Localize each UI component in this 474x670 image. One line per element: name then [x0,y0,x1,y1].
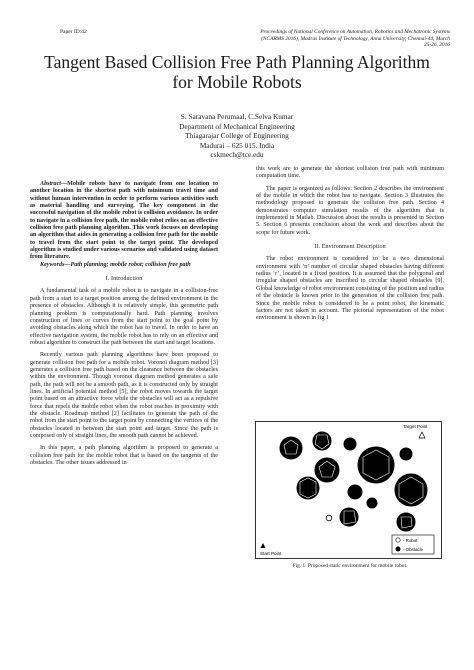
right-paragraph-2: The paper is organized as follows: Section 2 describes the environment of the mobile in which the robot has to navigate. Section 3 illustrates the methodology proposed to generate the collision free path. Section 4 demonstrates computer simulation results of the algorithm that is implemented in Matlab. Discussion about the results is presented in Section 5. Section 6 presents conclusion about the work and describes about the scope for future work. [256,185,444,236]
figure-environment [255,421,442,559]
robot-marker [326,515,332,521]
environment-diagram [256,422,441,558]
paper-id: Paper ID:42 [60,29,87,35]
environment-paragraph: The robot environment is considered to be a two dimensional environment with ‘n’ number of circular shaped obstacles having different radius ‘r’, located in a fixed position. It is assumed that the polygonal and irregular shaped obstacles are inscribed to circular shaped obstacles [9]. Global knowledge of robot environment consisting of the position and radius of the obstacle is known prior to the generation of the collision free path. Since the mobile robot is considered to be a point robot, the kinematic factors are not taken in account. The pictorial representation of the robot environment is shown in fig 1 [256,256,444,322]
section-heading-environment: II. Environment Description [314,244,386,251]
abstract-text: —Mobile robots have to navigate from one location to another location in the shortest path with minimum travel time and without human intervention in order to perform various activities such as material handling and surveying. The key component in the successful navigation of the mobile robot is collision avoidance. In order to navigate in a collision free path, the mobile robot relies on an effective collision free path planning algorithm. This work focuses on developing an algorithm that aides in generating a collision free path for the mobile to travel from the start point to the target point. The developed algorithm is studied under various scenarios and validated using dataset from literature. [30,181,218,261]
obstacle [395,474,427,506]
right-paragraph-1: this work are to generate the shortest collision free path with minimum computation time. [256,166,444,180]
target-point-icon [419,432,425,438]
author-names: S. Saravana Perumaal, C.Selva Kumar [180,112,294,121]
figure-legend [392,535,434,554]
obstacle [315,458,339,482]
intro-paragraph-2: Recently various path planning algorithms have been proposed to generate collision free path for a mobile robot. Voronoi diagram method [3] generates a collision free path based on the clearance between the obstacles within the environment. Though voronoi diagram method generates a safe path, the path will not be a smooth path, as it is constructed only by straight lines. In artificial potential method [5], the robot moves towards the target point based on an attractive force while the obstacles will act as a repulsive force that repels the mobile robot when the robot reaches in proximity with the obstacle. Roadmap method [2] facilitates to generate the path of the robot from the start point to the target point by connecting the vertices of the obstacles located in between the start point and target. Since the path is composed only of straight lines, the smooth path cannot be achieved. [30,352,218,439]
obstacle [367,498,377,508]
intro-paragraph-1: A fundamental task of a mobile robot is to navigate in a collision-free path from a start to a target position among the defined environment in the presence of obstacles. Although it is relatively simple, this geometric path planning problem is computationally hard. Path planning involves construction of lines or curves from the start point to the goal point by avoiding obstacles along which the robot has to travel. In order to have an effective navigation system, the mobile robot has to rely on an effective and robust algorithm to construct the path between the start and target locations. [30,288,218,346]
author-email: cskmech@tce.edu [210,150,264,159]
figure-caption: Fig. 1. Proposed static environment for mobile robot. [292,563,408,569]
obstacle [348,485,362,499]
right-column [256,166,444,323]
legend-obstacle-label: - Obstacle [403,547,424,552]
abstract-label: Abstract [40,181,61,187]
obstacle [400,448,412,460]
legend-robot-label: - Robot [403,538,418,543]
author-block [40,112,434,160]
left-column [30,181,218,467]
obstacle [344,438,356,450]
obstacle [358,447,394,483]
start-point-label: Start Point [260,551,282,556]
legend-robot-icon [396,538,400,542]
legend-obstacle-icon [396,547,401,552]
section-heading-introduction: I. Introduction [105,276,143,283]
abstract [30,181,218,262]
paper-title: Tangent Based Collision Free Path Planning Algorithm for Mobile Robots [44,52,430,92]
obstacle [397,513,415,531]
keywords: Keywords—Path planning; mobile robot; collision free path [40,261,191,268]
author-dept: Department of Mechanical Engineering [179,121,295,131]
start-point-icon [261,543,266,548]
author-city: Madurai – 625 015. India [199,140,275,150]
intro-paragraph-3: In this paper, a path planning algorithm is proposed to generate a collision free path for the mobile robot that is based on the tangents of the obstacles. The other issues addressed in [30,445,218,467]
author-college: Thiagarajar College of Engineering [185,131,289,140]
target-point-label: Target Point [403,424,428,429]
conference-header: Proceedings of National Conference on Automation, Robotics and Mechatronic Systems (NCARMS 2016), Madras Institute of Technology, Anna University, Chennai-44, March 25-26, 2016 [260,29,450,49]
